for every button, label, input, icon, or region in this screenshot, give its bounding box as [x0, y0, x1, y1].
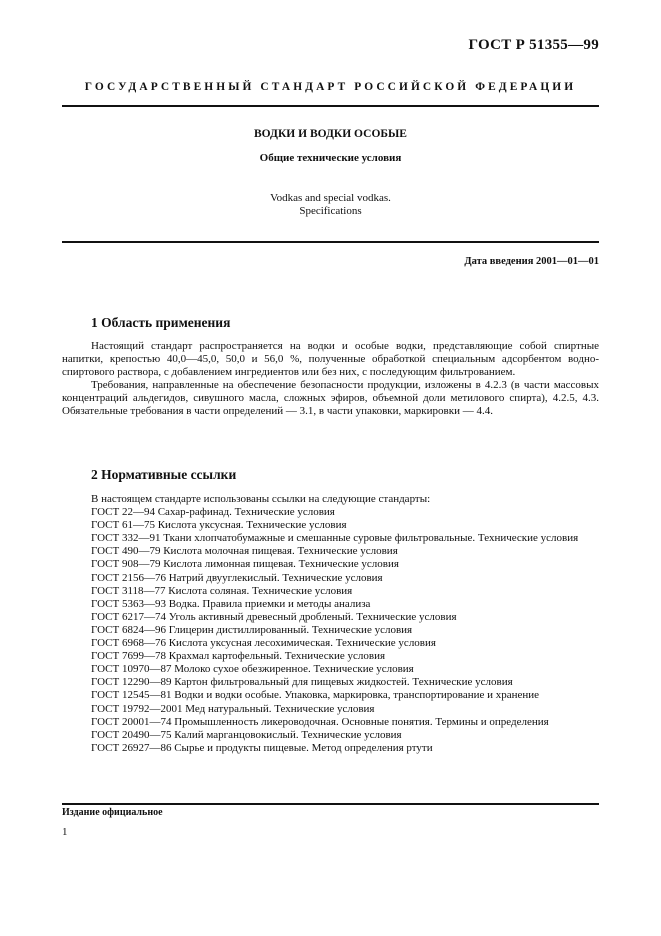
- footer-rule: [62, 803, 599, 805]
- reference-item: ГОСТ 12545—81 Водки и водки особые. Упаковка, маркировка, транспортирование и хранение: [91, 689, 540, 702]
- reference-item: ГОСТ 12290—89 Картон фильтровальный для пищевых жидкостей. Технические условия: [91, 676, 513, 689]
- reference-list: [62, 506, 599, 755]
- english-title-line-2: Specifications: [299, 205, 362, 217]
- reference-item: ГОСТ 26927—86 Сырье и продукты пищевые. Метод определения ртути: [91, 741, 433, 754]
- reference-item: ГОСТ 10970—87 Молоко сухое обезжиренное. Технические условия: [91, 663, 414, 676]
- document-title: ВОДКИ И ВОДКИ ОСОБЫЕ: [254, 128, 407, 140]
- reference-item: ГОСТ 7699—78 Крахмал картофельный. Технические условия: [91, 650, 386, 663]
- reference-item: ГОСТ 2156—76 Натрий двууглекислый. Технические условия: [91, 571, 383, 584]
- official-edition-label: Издание официальное: [62, 807, 163, 818]
- reference-item: ГОСТ 490—79 Кислота молочная пищевая. Технические условия: [91, 545, 398, 558]
- document-number: ГОСТ Р 51355—99: [468, 37, 599, 53]
- reference-item: ГОСТ 6824—96 Глицерин дистиллированный. Технические условия: [91, 623, 413, 636]
- section-normative-references: [62, 466, 599, 755]
- reference-item: ГОСТ 20490—75 Калий марганцовокислый. Технические условия: [91, 728, 402, 741]
- reference-item: ГОСТ 5363—93 Водка. Правила приемки и методы анализа: [91, 597, 371, 610]
- reference-item: ГОСТ 3118—77 Кислота соляная. Технические условия: [91, 584, 353, 597]
- reference-item: ГОСТ 908—79 Кислота лимонная пищевая. Технические условия: [91, 558, 399, 571]
- english-title-line-1: Vodkas and special vodkas.: [270, 192, 391, 204]
- english-title: [62, 192, 599, 218]
- page-number: 1: [62, 826, 68, 838]
- introduction-date: Дата введения 2001—01—01: [464, 256, 599, 267]
- reference-item: ГОСТ 6217—74 Уголь активный древесный дробленый. Технические условия: [91, 610, 457, 623]
- document-subtitle: Общие технические условия: [259, 152, 402, 164]
- reference-item: ГОСТ 61—75 Кислота уксусная. Технические условия: [91, 519, 347, 532]
- reference-item: ГОСТ 6968—76 Кислота уксусная лесохимическая. Технические условия: [91, 637, 436, 650]
- paragraph: Настоящий стандарт распространяется на водки и особые водки, представляющие собой спиртные напитки, крепостью 40,0—45,0, 50,0 и 56,0 %, полученные обработкой специальным адсорбентом водно-спиртового раствора, с добавлением ингредиентов или без них, с последующим фильтрованием.: [62, 340, 599, 379]
- paragraph: В настоящем стандарте использованы ссылки на следующие стандарты:: [91, 493, 431, 505]
- section-heading: 1 Область применения: [91, 315, 231, 330]
- header-rule: [62, 105, 599, 107]
- section-heading: 2 Нормативные ссылки: [91, 467, 237, 482]
- section-scope: [62, 314, 599, 419]
- reference-item: ГОСТ 332—91 Ткани хлопчатобумажные и смешанные суровые фильтровальные. Технические условия: [91, 532, 579, 545]
- reference-item: ГОСТ 20001—74 Промышленность ликероводочная. Основные понятия. Термины и определения: [91, 715, 549, 728]
- title-rule: [62, 241, 599, 243]
- reference-item: ГОСТ 22—94 Сахар-рафинад. Технические условия: [91, 506, 335, 519]
- paragraph: Требования, направленные на обеспечение безопасности продукции, изложены в 4.2.3 (в части массовых концентраций альдегидов, сивушного масла, сложных эфиров, объемной доли метилового спирта), 4.2.5, 4.3. Обязательные требования в части определений — 3.1, в части упаковки, маркировки — 4.4.: [62, 379, 599, 418]
- state-standard-header: ГОСУДАРСТВЕННЫЙ СТАНДАРТ РОССИЙСКОЙ ФЕДЕРАЦИИ: [84, 81, 577, 93]
- reference-item: ГОСТ 19792—2001 Мед натуральный. Технические условия: [91, 702, 375, 715]
